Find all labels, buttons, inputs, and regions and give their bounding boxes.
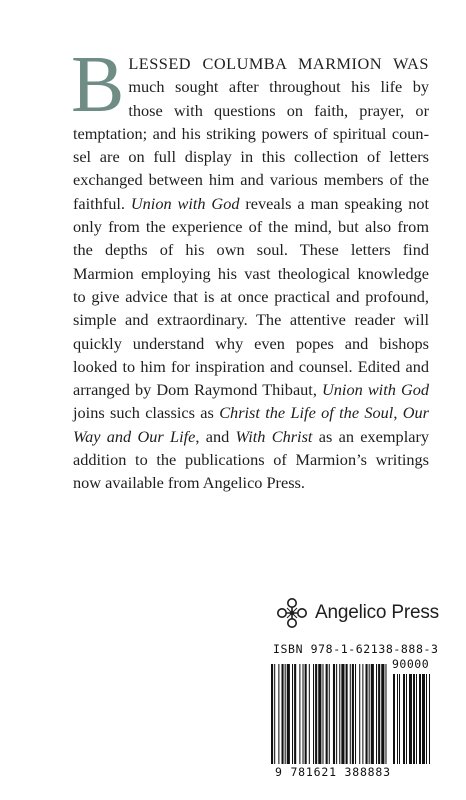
barcode-bar bbox=[429, 674, 430, 764]
blurb-segment: , and bbox=[195, 426, 236, 446]
barcode-bar bbox=[292, 664, 293, 764]
barcode-bar bbox=[366, 664, 368, 764]
barcode-bar bbox=[339, 664, 340, 764]
barcode-bar bbox=[329, 664, 330, 764]
book-title-union-with-god: Union with God bbox=[322, 380, 429, 400]
barcode-bar bbox=[274, 664, 275, 764]
barcode-bar bbox=[403, 674, 405, 764]
blurb-text bbox=[71, 41, 430, 495]
barcode-bar bbox=[287, 664, 290, 764]
book-title-our-way: Our Way and Our Life bbox=[73, 403, 430, 446]
barcode-bar bbox=[399, 674, 400, 764]
blurb-segment: reveals a man speaking not only from the experience of the mind, but also from the depths of his own soul. These letters find Marmion employing his vast theological knowledge to give advice that is at once practical and profound, simple and extraordinary. The attentive reader will quickly understand why even popes and bishops looked to him for inspiration and counsel. Edited and arranged by Dom Raymond Thibaut, bbox=[73, 193, 430, 400]
barcode-bar bbox=[416, 674, 417, 764]
publisher-mark bbox=[275, 596, 439, 630]
barcode-bar bbox=[333, 664, 335, 764]
barcode-bar bbox=[336, 664, 337, 764]
book-title-christ-the-life: Christ the Life of the Soul bbox=[219, 403, 394, 423]
barcode-bar bbox=[285, 664, 286, 764]
barcode-bar bbox=[313, 664, 314, 764]
barcode-bar bbox=[278, 664, 279, 764]
publisher-name: Angelico Press bbox=[315, 602, 439, 623]
barcode-bar bbox=[315, 664, 317, 764]
barcode-bars bbox=[267, 656, 435, 781]
barcode-bar bbox=[369, 664, 370, 764]
barcode-bar bbox=[426, 674, 427, 764]
barcode-bar bbox=[303, 664, 304, 764]
barcode-bar bbox=[422, 674, 425, 764]
barcode-bar bbox=[294, 664, 296, 764]
barcode-bar bbox=[393, 674, 395, 764]
cross-ornament-icon bbox=[275, 596, 309, 630]
blurb-segment: , bbox=[393, 403, 403, 423]
barcode-bar bbox=[352, 664, 354, 764]
barcode-bar bbox=[322, 664, 323, 764]
blurb-paragraph bbox=[71, 41, 430, 495]
price-code: 90000 bbox=[392, 657, 430, 671]
blurb-segment: much sought after throughout his life by those with questions on faith, prayer, or temptation; and his striking powers of spiritual counsel are on full display in this collection of letters exchanged between him and various members of the faithful. bbox=[73, 77, 429, 213]
barcode-bar bbox=[282, 664, 284, 764]
book-title-with-christ: With Christ bbox=[235, 426, 313, 446]
barcode-bar bbox=[299, 664, 300, 764]
barcode-bar bbox=[378, 664, 380, 764]
barcode-bar bbox=[413, 674, 415, 764]
barcode-bar bbox=[397, 674, 398, 764]
blurb-lead: LESSED COLUMBA MARMION WAS bbox=[128, 54, 429, 73]
barcode-bar bbox=[341, 664, 344, 764]
barcode-bar bbox=[385, 664, 386, 764]
barcode-bar bbox=[406, 674, 407, 764]
barcode bbox=[267, 656, 435, 781]
isbn-label: ISBN 978-1-62138-888-3 bbox=[273, 642, 439, 656]
barcode-bar bbox=[350, 664, 351, 764]
barcode-bar bbox=[305, 664, 307, 764]
barcode-bar bbox=[309, 664, 310, 764]
barcode-bar bbox=[371, 664, 374, 764]
barcode-bar bbox=[381, 664, 384, 764]
barcode-bar bbox=[359, 664, 360, 764]
barcode-digits: 9 781621 388883 bbox=[275, 765, 391, 779]
barcode-bar bbox=[376, 664, 377, 764]
barcode-bar bbox=[409, 674, 412, 764]
barcode-bar bbox=[271, 664, 273, 764]
barcode-bar bbox=[326, 664, 328, 764]
drop-cap: B bbox=[71, 41, 125, 129]
barcode-bar bbox=[362, 664, 363, 764]
barcode-bar bbox=[419, 674, 421, 764]
barcode-bar bbox=[318, 664, 321, 764]
barcode-bar bbox=[346, 664, 348, 764]
blurb-segment: as an exemplary addition to the publications of Marmion’s writings now available from Angelico Press. bbox=[73, 426, 430, 493]
blurb-segment: joins such classics as bbox=[73, 403, 220, 423]
book-title-union-with-god: Union with God bbox=[130, 193, 240, 213]
barcode-bar bbox=[355, 664, 356, 764]
